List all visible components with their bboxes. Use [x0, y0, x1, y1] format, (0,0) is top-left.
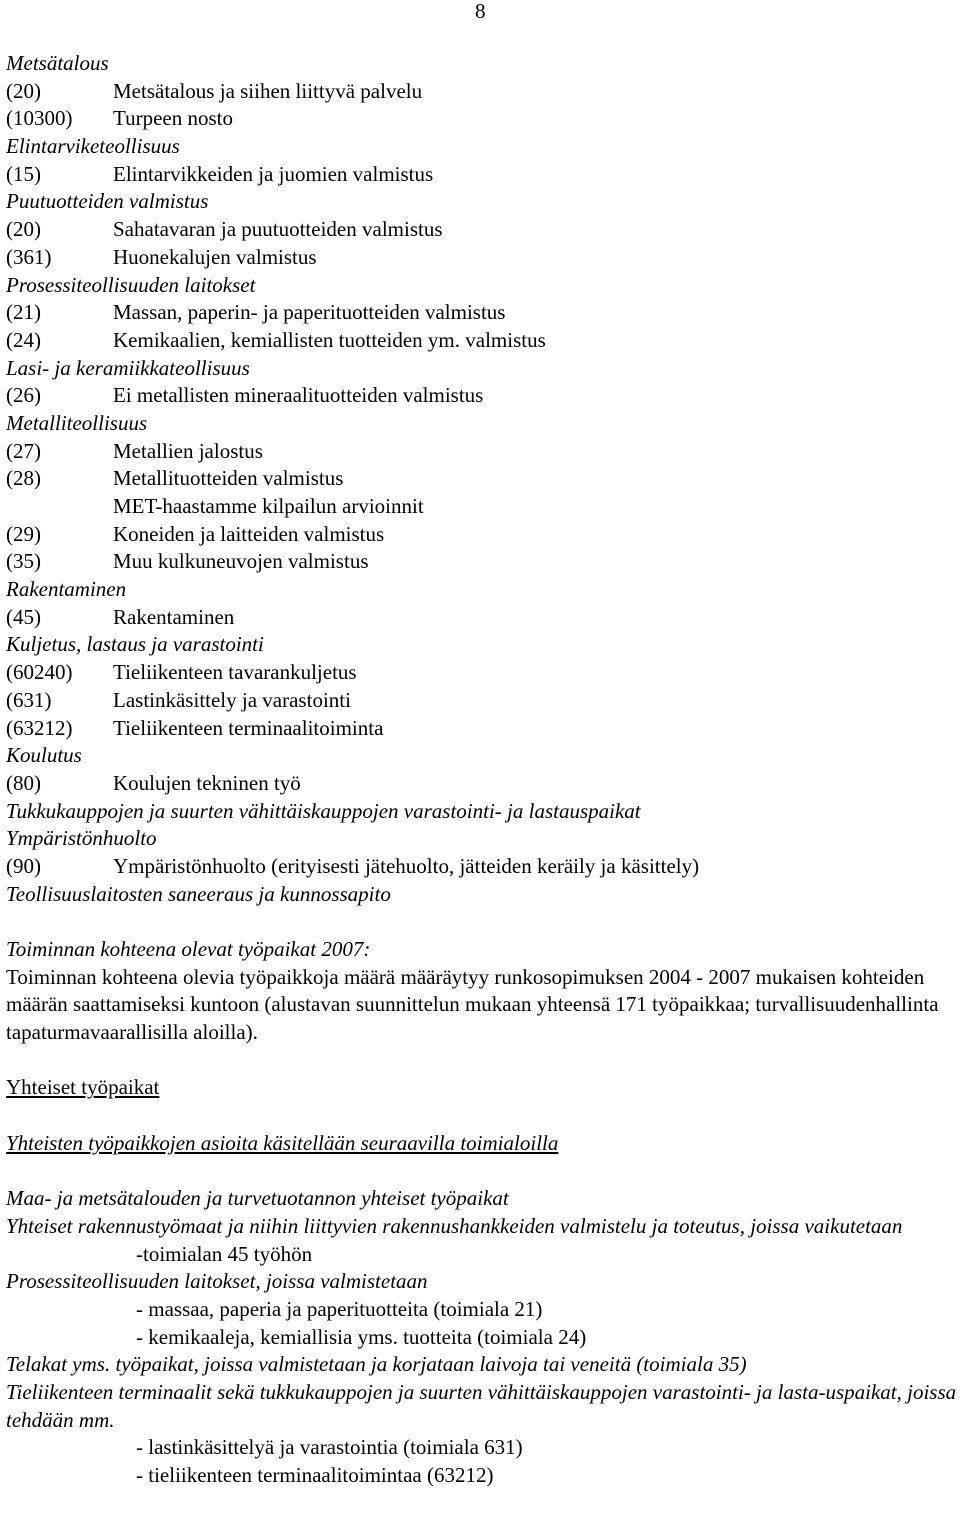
industry-entry — [6, 853, 958, 881]
industry-heading: Prosessiteollisuuden laitokset — [6, 272, 256, 297]
industry-entry — [6, 327, 958, 355]
page-content — [6, 50, 958, 1490]
industry-code: (21) — [6, 300, 41, 325]
target-section — [6, 936, 958, 1047]
shared-heading: Maa- ja metsätalouden ja turvetuotannon yhteiset työpaikat — [6, 1186, 509, 1211]
shared-section-subheading: Yhteisten työpaikkojen asioita käsitellään seuraavilla toimialoilla — [6, 1130, 559, 1155]
spacer — [6, 1102, 958, 1130]
industry-name: Ei metallisten mineraalituotteiden valmistus — [113, 383, 484, 408]
industry-code: (29) — [6, 521, 41, 546]
industry-name: Lastinkäsittely ja varastointi — [113, 687, 351, 712]
shared-section — [6, 1074, 958, 1489]
industry-heading: Ympäristönhuolto — [6, 826, 157, 851]
industry-name: Muu kulkuneuvojen valmistus — [113, 549, 369, 574]
target-section-paragraph: Toiminnan kohteena olevia työpaikkoja määrä määräytyy runkosopimuksen 2004 - 2007 mukaisen kohteiden määrän saattamiseksi kuntoon (alustavan suunnittelun mukaan yhteensä 171 työpaikkaa; turvallisuudenhallinta tapaturmavaarallisilla aloilla). — [6, 964, 939, 1045]
industry-heading: Kuljetus, lastaus ja varastointi — [6, 632, 264, 657]
industry-entry — [6, 465, 958, 493]
industry-entry — [6, 604, 958, 632]
spacer — [6, 1047, 958, 1075]
industry-code: (80) — [6, 770, 41, 795]
industry-code: (15) — [6, 161, 41, 186]
industry-entry — [6, 521, 958, 549]
shared-list-item: - massaa, paperia ja paperituotteita (toimiala 21) — [136, 1297, 543, 1321]
industry-name: Elintarvikkeiden ja juomien valmistus — [113, 161, 434, 186]
industry-entry — [6, 548, 958, 576]
shared-heading: Prosessiteollisuuden laitokset, joissa valmistetaan — [6, 1269, 428, 1294]
industry-name: Rakentaminen — [113, 604, 235, 629]
industry-code: (27) — [6, 438, 41, 463]
industry-heading: Tukkukauppojen ja suurten vähittäiskauppojen varastointi- ja lastauspaikat — [6, 798, 641, 823]
industry-name: Turpeen nosto — [113, 106, 233, 131]
industry-name: Tieliikenteen tavarankuljetus — [113, 660, 357, 685]
industry-entry — [6, 78, 958, 106]
industry-code: (631) — [6, 687, 52, 712]
shared-heading: Tieliikenteen terminaalit sekä tukkukauppojen ja suurten vähittäiskauppojen varastointi- ja lasta-uspaikat, joissa tehdään mm. — [6, 1380, 957, 1432]
industry-entry — [6, 382, 958, 410]
industry-entry — [6, 770, 958, 798]
industry-entry — [6, 244, 958, 272]
shared-heading: Yhteiset rakennustyömaat ja niihin liittyvien rakennushankkeiden valmistelu ja toteutus, joissa vaikutetaan — [6, 1213, 903, 1238]
industry-entry — [6, 687, 958, 715]
industry-entry — [6, 438, 958, 466]
industry-code: (20) — [6, 78, 41, 103]
industry-entry — [6, 659, 958, 687]
industry-code: (10300) — [6, 106, 73, 131]
industry-heading: Metsätalous — [6, 51, 109, 75]
industry-heading: Teollisuuslaitosten saneeraus ja kunnossapito — [6, 881, 391, 906]
industry-name: Tieliikenteen terminaalitoiminta — [113, 715, 384, 740]
industry-subentry: MET-haastamme kilpailun arvioinnit — [113, 494, 424, 518]
industry-name: Metallituotteiden valmistus — [113, 466, 344, 491]
industry-heading: Elintarviketeollisuus — [6, 134, 180, 159]
industry-code: (35) — [6, 549, 41, 574]
industry-heading: Rakentaminen — [6, 577, 127, 602]
shared-list-item: - lastinkäsittelyä ja varastointia (toimiala 631) — [136, 1435, 523, 1460]
industry-heading: Metalliteollisuus — [6, 410, 148, 435]
industry-name: Massan, paperin- ja paperituotteiden valmistus — [113, 300, 506, 325]
industry-name: Huonekalujen valmistus — [113, 244, 317, 269]
target-section-heading: Toiminnan kohteena olevat työpaikat 2007: — [6, 937, 371, 961]
industry-code: (60240) — [6, 660, 73, 685]
industry-code: (26) — [6, 383, 41, 408]
shared-section-heading: Yhteiset työpaikat — [6, 1075, 160, 1100]
industry-entry — [6, 216, 958, 244]
industry-name: Koneiden ja laitteiden valmistus — [113, 521, 385, 546]
industry-name: Kemikaalien, kemiallisten tuotteiden ym. valmistus — [113, 327, 546, 352]
industry-code: (63212) — [6, 715, 73, 740]
industry-code: (28) — [6, 466, 41, 491]
industry-code: (45) — [6, 604, 41, 629]
industry-code: (20) — [6, 217, 41, 242]
industry-heading: Puutuotteiden valmistus — [6, 189, 209, 214]
industry-entry — [6, 715, 958, 743]
industry-entry — [6, 299, 958, 327]
industry-list — [6, 50, 958, 908]
industry-name: Sahatavaran ja puutuotteiden valmistus — [113, 217, 443, 242]
industry-entry — [6, 105, 958, 133]
industry-code: (24) — [6, 327, 41, 352]
industry-entry — [6, 161, 958, 189]
shared-heading: Telakat yms. työpaikat, joissa valmistetaan ja korjataan laivoja tai veneitä (toimiala 35) — [6, 1352, 747, 1377]
industry-name: Metallien jalostus — [113, 438, 263, 463]
industry-name: Ympäristönhuolto (erityisesti jätehuolto, jätteiden keräily ja käsittely) — [113, 853, 700, 878]
page-number: 8 — [475, 0, 486, 23]
industry-heading: Lasi- ja keramiikkateollisuus — [6, 355, 250, 380]
industry-heading: Koulutus — [6, 743, 82, 768]
industry-code: (361) — [6, 244, 52, 269]
shared-list-item: -toimialan 45 työhön — [136, 1241, 313, 1266]
spacer — [6, 908, 958, 936]
shared-list-item: - kemikaaleja, kemiallisia yms. tuotteita (toimiala 24) — [136, 1324, 587, 1349]
shared-section-lines — [6, 1185, 958, 1490]
industry-name: Metsätalous ja siihen liittyvä palvelu — [113, 78, 423, 103]
industry-name: Koulujen tekninen työ — [113, 770, 301, 795]
industry-code: (90) — [6, 853, 41, 878]
spacer — [6, 1158, 958, 1186]
shared-list-item: - tieliikenteen terminaalitoimintaa (63212) — [136, 1463, 494, 1488]
